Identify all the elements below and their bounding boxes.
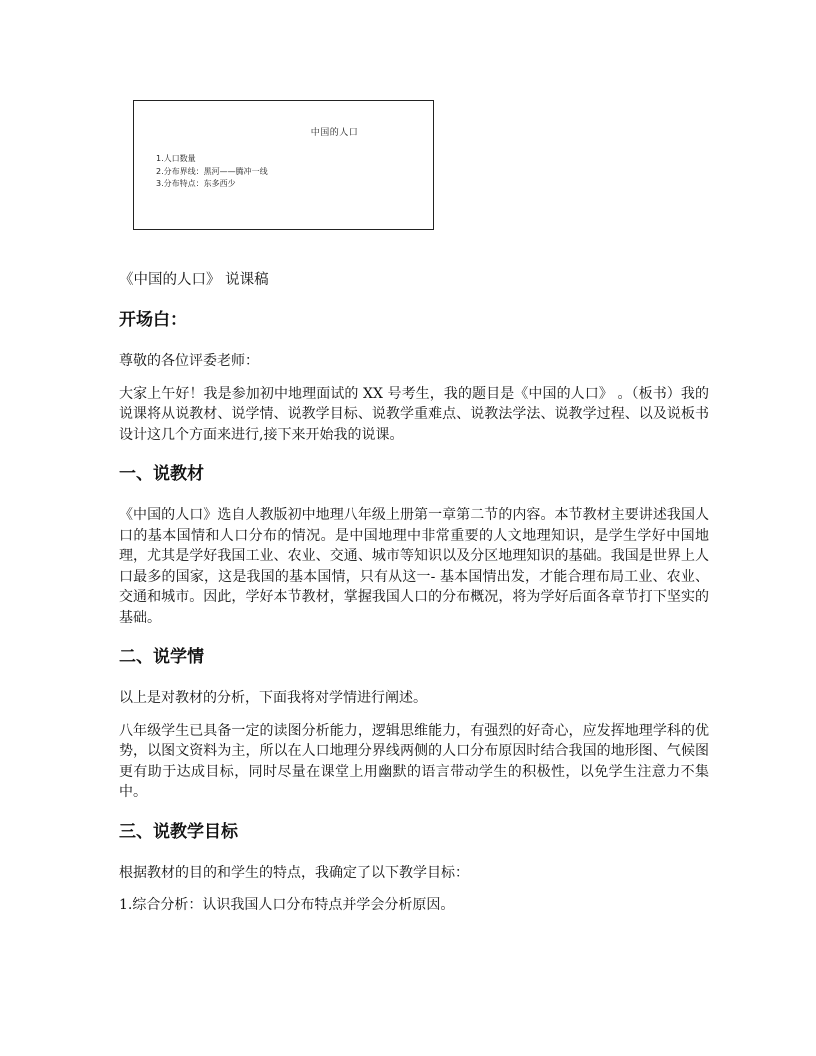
section-heading-textbook: 一、说教材 [119,464,204,484]
document-body [119,268,709,928]
opening-heading: 开场白： [119,310,187,330]
section-heading-students: 二、说学情 [119,647,204,667]
blackboard-design-box [133,100,434,230]
students-intro: 以上是对教材的分析，下面我将对学情进行阐述。 [119,690,427,706]
textbook-paragraph: 《中国的人口》选自人教版初中地理八年级上册第一章第二节的内容。本节教材主要讲述我国人口的基本国情和人口分布的情况。是中国地理中非常重要的人文地理知识，是学生学好中国地理，尤其是学好我国工业、农业、交通、城市等知识以及分区地理知识的基础。我国是世界上人口最多的国家，这是我国的基本国情，只有从这一- 基本国情出发，才能合理布局工业、农业、交通和城市。因此，学好本节教材，掌握我国人口的分布概况，将为学好后面各章节打下坚实的基础。 [119,507,709,626]
board-item-list [156,153,268,191]
board-item: 2.分布界线：黑河——腾冲一线 [156,166,268,176]
opening-greeting: 尊敬的各位评委老师： [119,353,259,369]
objective-item: 1.综合分析：认识我国人口分布特点并学会分析原因。 [119,897,455,913]
document-title: 《中国的人口》 说课稿 [119,272,269,288]
board-title: 中国的人口 [310,128,359,138]
objectives-intro: 根据教材的目的和学生的特点，我确定了以下教学目标： [119,864,469,881]
section-heading-objectives: 三、说教学目标 [119,821,238,842]
board-item: 3.分布特点：东多西少 [156,179,236,188]
opening-paragraph: 大家上午好！我是参加初中地理面试的 XX 号考生，我的题目是《中国的人口》 。（板书）我的说课将从说教材、说学情、说教学目标、说教学重难点、说教法学法、说教学过程、以及说板书设计这几个方面来进行,接下来开始我的说课。 [119,385,709,443]
students-paragraph: 八年级学生已具备一定的读图分析能力，逻辑思维能力，有强烈的好奇心，应发挥地理学科的优势，以图文资料为主，所以在人口地理分界线两侧的人口分布原因时结合我国的地形图、气候图更有助于达成目标，同时尽量在课堂上用幽默的语言带动学生的积极性，以免学生注意力不集中。 [119,722,709,800]
board-item: 1.人口数量 [156,154,196,163]
